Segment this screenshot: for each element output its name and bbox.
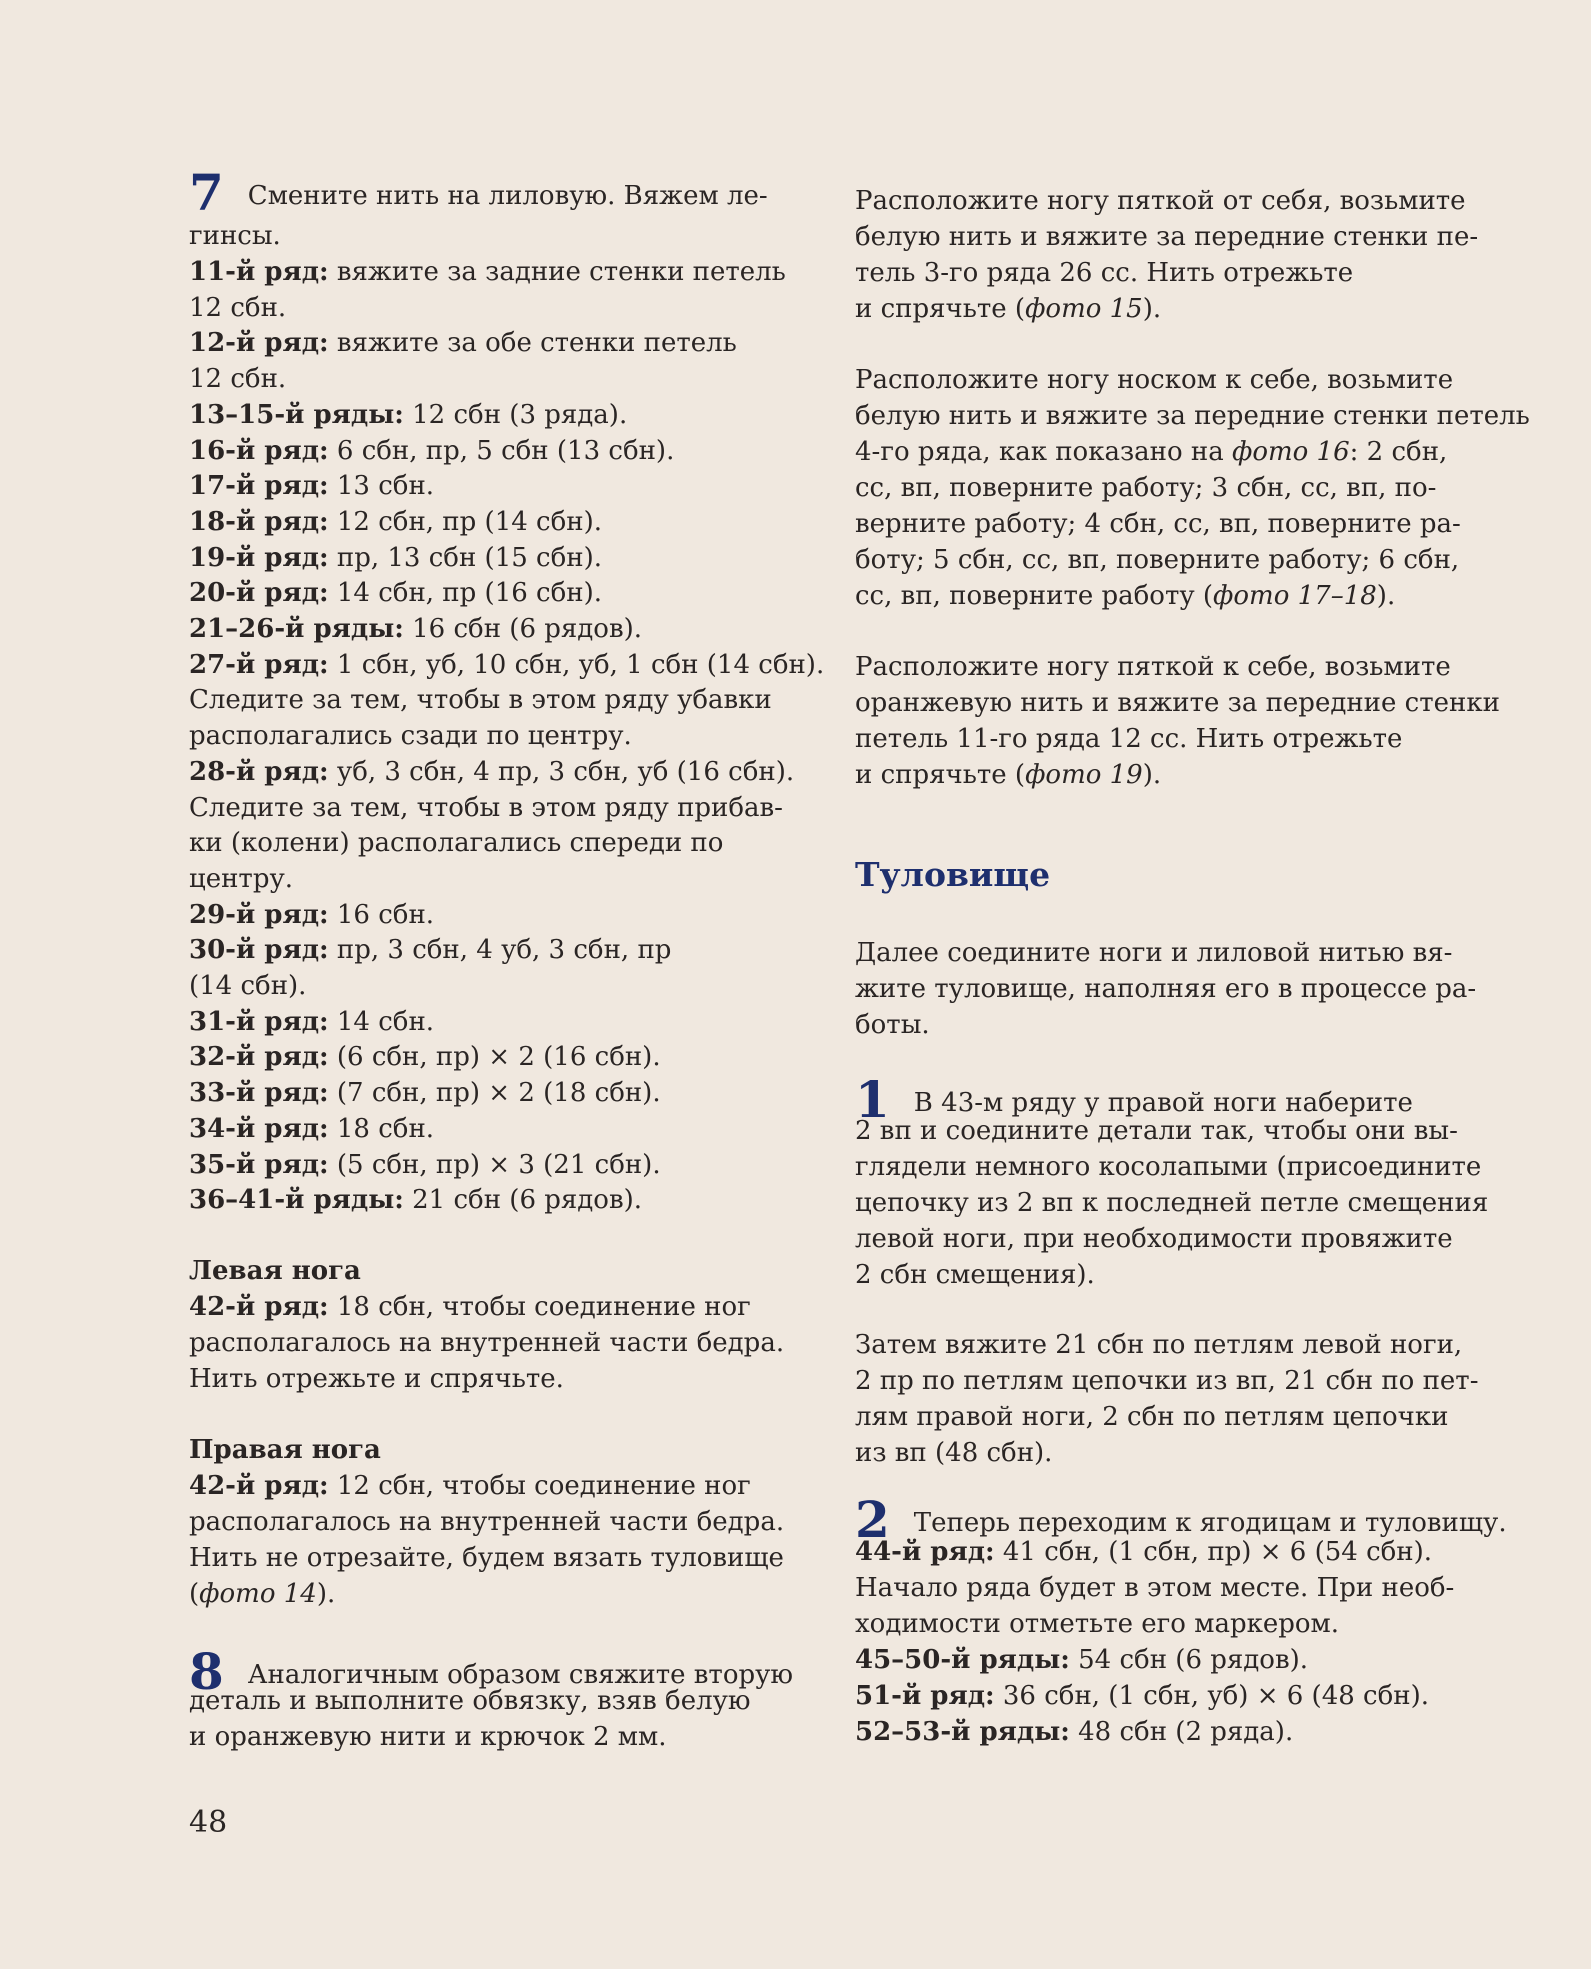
row-text: 16 сбн (6 рядов).: [403, 614, 643, 644]
para-2-line-5: верните работу; 4 сбн, сс, вп, поверните ра-: [855, 509, 1461, 539]
row-line: [855, 1570, 1454, 1606]
para-2-line-6: боту; 5 сбн, сс, вп, поверните работу; 6 сбн,: [855, 545, 1460, 575]
row-text: вяжите за обе стенки петель: [328, 328, 737, 359]
row-text: 54 сбн (6 рядов).: [1069, 1645, 1309, 1675]
row-line: [189, 468, 434, 504]
row-label: 30-й ряд:: [189, 935, 329, 966]
row-text: Начало ряда будет в этом месте. При необ-: [855, 1573, 1455, 1603]
step-7-line-1: [189, 163, 768, 222]
row-text: 14 сбн.: [328, 1006, 435, 1037]
row-label: 21–26-й ряды:: [189, 614, 404, 644]
step-number: 8: [189, 1642, 224, 1701]
row-line: [855, 1678, 1429, 1714]
row-text: вяжите за задние стенки петель: [328, 257, 786, 287]
row-label: 32-й ряд:: [189, 1042, 329, 1073]
row-line: [189, 540, 602, 576]
para-3-line-1: Расположите ногу пяткой к себе, возьмите: [855, 652, 1451, 682]
right-leg-title: Правая нога: [189, 1435, 381, 1465]
row-line: [189, 861, 293, 897]
para-3-line-2: оранжевую нить и вяжите за передние стенки: [855, 688, 1500, 718]
step-number: 7: [189, 163, 224, 222]
para-1-line-3: тель 3-го ряда 26 сс. Нить отрежьте: [855, 258, 1354, 288]
row-label: 33-й ряд:: [189, 1078, 329, 1109]
row-line: [189, 611, 642, 647]
row-text: 21 сбн (6 рядов).: [403, 1185, 643, 1216]
row-text: располагались сзади по центру.: [189, 721, 632, 752]
step-1-line-1: 1 В 43-м ряду у правой ноги наберите: [855, 1070, 1413, 1129]
row-line: [189, 647, 824, 683]
row-text: (7 сбн, пр) × 2 (18 сбн).: [328, 1078, 661, 1109]
row-line: [189, 1147, 661, 1183]
row-line: [189, 575, 602, 611]
row-text: 48 сбн (2 ряда).: [1069, 1717, 1294, 1747]
row-label: 27-й ряд:: [189, 649, 329, 680]
left-leg-line-3: Нить отрежьте и спрячьте.: [189, 1364, 564, 1394]
row-text: Следите за тем, чтобы в этом ряду прибав-: [189, 792, 783, 823]
photo-ref: фото 15: [1025, 294, 1143, 324]
row-text: 12 сбн.: [189, 364, 287, 395]
step-1-line-3: глядели немного косолапыми (присоедините: [855, 1152, 1482, 1182]
step-8-line-1: 8 Аналогичным образом свяжите вторую: [189, 1642, 794, 1701]
row-line: [855, 1606, 1339, 1642]
para-5-line-1: Затем вяжите 21 сбн по петлям левой ноги,: [855, 1330, 1463, 1360]
step-8-line-2: деталь и выполните обвязку, взяв белую: [189, 1686, 751, 1716]
row-label: 16-й ряд:: [189, 435, 329, 466]
row-label: 31-й ряд:: [189, 1006, 329, 1037]
para-2-line-3: 4-го ряда, как показано на фото 16: 2 сбн,: [855, 437, 1448, 467]
row-label: 35-й ряд:: [189, 1149, 329, 1180]
row-label: 51-й ряд:: [855, 1681, 995, 1711]
row-text: ки (колени) располагались спереди по: [189, 828, 724, 859]
row-text: (14 сбн).: [189, 971, 307, 1001]
row-line: [855, 1534, 1432, 1570]
row-line: [189, 397, 627, 433]
row-text: 41 сбн, (1 сбн, пр) × 6 (54 сбн).: [994, 1537, 1433, 1567]
row-text: (5 сбн, пр) × 3 (21 сбн).: [328, 1149, 661, 1180]
right-leg-line-3: Нить не отрезайте, будем вязать туловище: [189, 1543, 784, 1573]
row-text: уб, 3 сбн, 4 пр, 3 сбн, уб (16 сбн).: [328, 756, 795, 787]
row-label: 20-й ряд:: [189, 578, 329, 609]
row-label: 18-й ряд:: [189, 506, 329, 537]
row-line: [189, 254, 786, 290]
row-line: [189, 682, 772, 718]
row-text: 18 сбн.: [328, 1113, 435, 1144]
left-leg-line-1: 42-й ряд: 18 сбн, чтобы соединение ног: [189, 1292, 751, 1322]
para-1-line-2: белую нить и вяжите за передние стенки пе-: [855, 222, 1479, 252]
para-3-line-3: петель 11-го ряда 12 сс. Нить отрежьте: [855, 724, 1403, 754]
para-2-line-1: Расположите ногу носком к себе, возьмите: [855, 365, 1454, 395]
row-text: 12 сбн, пр (14 сбн).: [328, 506, 602, 537]
row-label: 19-й ряд:: [189, 542, 329, 573]
right-leg-line-2: располагалось на внутренней части бедра.: [189, 1507, 785, 1537]
row-line: [189, 790, 783, 826]
step-8-line-3: и оранжевую нити и крючок 2 мм.: [189, 1722, 667, 1752]
row-line: [189, 433, 674, 469]
row-label: 44-й ряд:: [855, 1537, 995, 1567]
row-line: [189, 718, 632, 754]
row-text: 12 сбн (3 ряда).: [403, 399, 628, 430]
section-heading: Туловище: [855, 855, 1051, 894]
row-line: [189, 932, 671, 968]
para-2-line-4: сс, вп, поверните работу; 3 сбн, сс, вп, по-: [855, 473, 1437, 503]
row-label: 29-й ряд:: [189, 899, 329, 930]
para-4-line-3: боты.: [855, 1010, 930, 1040]
step-number: 2: [855, 1490, 890, 1549]
row-label: 28-й ряд:: [189, 756, 329, 787]
step-7-line-2: гинсы.: [189, 221, 281, 251]
para-3-line-4: и спрячьте (фото 19).: [855, 760, 1162, 790]
row-line: [189, 1004, 434, 1040]
row-text: Следите за тем, чтобы в этом ряду убавки: [189, 685, 772, 716]
step-number: 1: [855, 1070, 890, 1129]
row-text: (6 сбн, пр) × 2 (16 сбн).: [328, 1042, 661, 1073]
row-text: 6 сбн, пр, 5 сбн (13 сбн).: [328, 435, 675, 466]
left-leg-line-2: располагалось на внутренней части бедра.: [189, 1328, 785, 1358]
para-4-line-2: жите туловище, наполняя его в процессе ра-: [855, 974, 1477, 1004]
page-number: 48: [189, 1805, 228, 1840]
row-line: [189, 1111, 434, 1147]
row-line: [855, 1642, 1308, 1678]
row-label: 34-й ряд:: [189, 1113, 329, 1144]
row-line: [189, 825, 723, 861]
row-text: 16 сбн.: [328, 899, 435, 930]
row-text: 36 сбн, (1 сбн, уб) × 6 (48 сбн).: [994, 1681, 1429, 1711]
row-line: [189, 361, 286, 397]
step-1-line-4: цепочку из 2 вп к последней петле смещения: [855, 1188, 1489, 1218]
para-1-line-4: и спрячьте (фото 15).: [855, 294, 1162, 324]
para-1-line-1: Расположите ногу пяткой от себя, возьмите: [855, 186, 1466, 216]
row-text: 1 сбн, уб, 10 сбн, уб, 1 сбн (14 сбн).: [328, 649, 825, 680]
row-text: 14 сбн, пр (16 сбн).: [328, 578, 602, 609]
row-line: [189, 504, 602, 540]
row-label: 52–53-й ряды:: [855, 1717, 1070, 1747]
row-line: [855, 1714, 1293, 1750]
row-line: [189, 754, 794, 790]
row-text: 13 сбн.: [328, 471, 435, 502]
row-line: [189, 290, 286, 326]
photo-ref: фото 17–18: [1213, 581, 1377, 611]
para-2-line-7: сс, вп, поверните работу (фото 17–18).: [855, 581, 1396, 611]
row-label: 36–41-й ряды:: [189, 1185, 404, 1216]
step-1-line-5: левой ноги, при необходимости провяжите: [855, 1224, 1453, 1254]
photo-ref: фото 16: [1231, 437, 1350, 467]
row-label: 12-й ряд:: [189, 328, 329, 359]
row-text: центру.: [189, 863, 294, 894]
row-line: [189, 968, 306, 1004]
row-label: 17-й ряд:: [189, 471, 329, 502]
row-label: 11-й ряд:: [189, 257, 329, 287]
step-2-line-1: 2 Теперь переходим к ягодицам и туловищу.: [855, 1490, 1507, 1549]
photo-ref: фото 14: [199, 1579, 317, 1609]
left-leg-title: Левая нога: [189, 1256, 361, 1286]
para-2-line-2: белую нить и вяжите за передние стенки петель: [855, 401, 1530, 431]
step-1-line-2: 2 вп и соедините детали так, чтобы они вы-: [855, 1116, 1458, 1146]
row-line: [189, 1039, 661, 1075]
row-text: ходимости отметьте его маркером.: [855, 1609, 1340, 1639]
para-5-line-2: 2 пр по петлям цепочки из вп, 21 сбн по пет-: [855, 1366, 1479, 1396]
row-label: 45–50-й ряды:: [855, 1645, 1070, 1675]
step-text: Смените нить на лиловую. Вяжем ле-: [247, 181, 768, 211]
row-text: 12 сбн.: [189, 292, 287, 323]
row-line: [189, 897, 434, 933]
right-leg-line-4: (фото 14).: [189, 1579, 336, 1609]
row-text: пр, 13 сбн (15 сбн).: [328, 542, 602, 573]
para-5-line-3: лям правой ноги, 2 сбн по петлям цепочки: [855, 1402, 1449, 1432]
step-1-line-6: 2 сбн смещения).: [855, 1260, 1095, 1290]
para-4-line-1: Далее соедините ноги и лиловой нитью вя-: [855, 938, 1453, 968]
row-line: [189, 325, 737, 361]
row-line: [189, 1075, 661, 1111]
right-leg-line-1: 42-й ряд: 12 сбн, чтобы соединение ног: [189, 1471, 751, 1501]
row-label: 13–15-й ряды:: [189, 399, 404, 430]
photo-ref: фото 19: [1025, 760, 1143, 790]
row-line: [189, 1182, 642, 1218]
row-text: пр, 3 сбн, 4 уб, 3 сбн, пр: [328, 935, 672, 966]
para-5-line-4: из вп (48 сбн).: [855, 1438, 1053, 1468]
